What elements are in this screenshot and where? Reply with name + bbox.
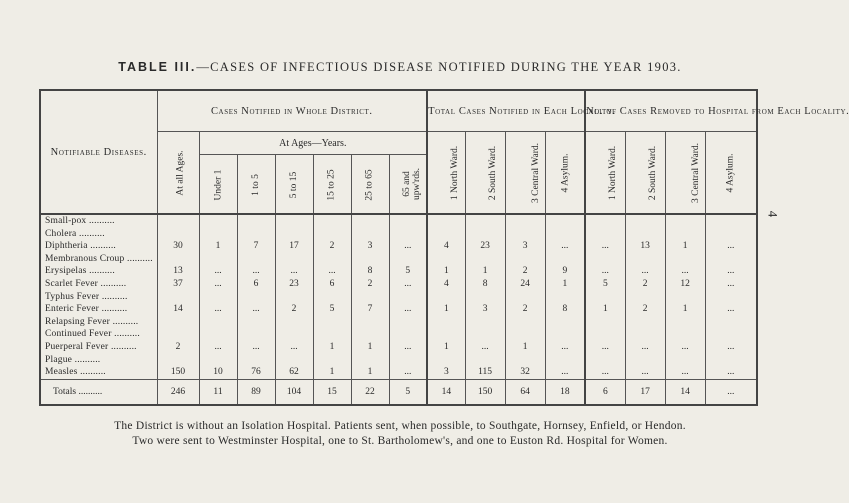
table-cell: ... [389, 366, 427, 379]
table-cell [427, 228, 465, 241]
table-cell: ... [585, 265, 625, 278]
table-cell: 1 [585, 303, 625, 316]
table-cell [665, 291, 705, 304]
table-cell [389, 228, 427, 241]
table-cell [351, 291, 389, 304]
total-cell: 246 [157, 379, 199, 405]
table-cell: 2 [351, 278, 389, 291]
table-cell [275, 214, 313, 228]
table-cell [585, 328, 625, 341]
table-cell: 2 [313, 240, 351, 253]
header-locality-3: 3 Central Ward. [530, 142, 541, 204]
header-age-15to25-cell [313, 155, 351, 215]
header-age-under1: Under 1 [213, 169, 223, 200]
table-row [40, 291, 757, 304]
table-cell: ... [585, 341, 625, 354]
table-cell: 7 [237, 240, 275, 253]
table-cell [545, 316, 585, 329]
table-cell [313, 316, 351, 329]
table-cell: 4 [427, 240, 465, 253]
table-cell: 32 [505, 366, 545, 379]
header-hospital-1-cell [585, 132, 625, 215]
table-cell: ... [625, 366, 665, 379]
table-cell [351, 228, 389, 241]
table-cell [427, 291, 465, 304]
table-cell: ... [625, 341, 665, 354]
table-cell [275, 354, 313, 367]
table-cell: 1 [465, 265, 505, 278]
header-hospital-4-cell [705, 132, 757, 215]
table-cell: ... [665, 341, 705, 354]
table-cell: ... [705, 366, 757, 379]
table-cell: 13 [625, 240, 665, 253]
table-cell [505, 291, 545, 304]
table-cell: 1 [199, 240, 237, 253]
total-cell: 5 [389, 379, 427, 405]
table-cell [199, 328, 237, 341]
table-cell [585, 228, 625, 241]
table-cell [199, 354, 237, 367]
table-cell [199, 316, 237, 329]
table-cell [705, 214, 757, 228]
table-cell [625, 316, 665, 329]
header-locality-1-cell [427, 132, 465, 215]
table-cell [505, 228, 545, 241]
header-age-65up: 65 and upw'rds. [401, 167, 422, 201]
table-cell: ... [389, 341, 427, 354]
table-cell: 6 [313, 278, 351, 291]
table-cell [427, 328, 465, 341]
table-cell [665, 354, 705, 367]
table-cell [545, 228, 585, 241]
table-cell: 2 [157, 341, 199, 354]
table-cell [545, 214, 585, 228]
table-cell: 1 [351, 341, 389, 354]
table-cell [313, 354, 351, 367]
table-cell: 8 [465, 278, 505, 291]
table-cell [157, 316, 199, 329]
table-cell [313, 291, 351, 304]
table-cell: 14 [157, 303, 199, 316]
table-cell: 62 [275, 366, 313, 379]
table-cell [505, 253, 545, 266]
table-cell [625, 328, 665, 341]
table-cell: 76 [237, 366, 275, 379]
table-cell [157, 214, 199, 228]
header-locality-1: 1 North Ward. [450, 145, 461, 201]
table-cell: 3 [465, 303, 505, 316]
table-cell [465, 328, 505, 341]
disease-name: Cholera .......... [40, 228, 157, 241]
table-cell [237, 354, 275, 367]
table-cell [157, 228, 199, 241]
total-cell: 18 [545, 379, 585, 405]
table-title-text: —CASES OF INFECTIOUS DISEASE NOTIFIED DURING THE YEAR 1903. [196, 60, 682, 74]
table-cell: ... [705, 341, 757, 354]
table-cell [237, 316, 275, 329]
table-cell: ... [389, 240, 427, 253]
table-cell [313, 253, 351, 266]
total-cell: 22 [351, 379, 389, 405]
table-row [40, 278, 757, 291]
table-cell [625, 354, 665, 367]
table-cell: ... [545, 366, 585, 379]
table-cell [199, 214, 237, 228]
table-row [40, 366, 757, 379]
table-cell [389, 328, 427, 341]
table-cell [585, 354, 625, 367]
header-locality-4-cell [545, 132, 585, 215]
table-cell: 7 [351, 303, 389, 316]
table-cell [625, 291, 665, 304]
table-cell: 1 [665, 240, 705, 253]
table-cell [237, 328, 275, 341]
table-cell: 23 [275, 278, 313, 291]
table-cell: 1 [505, 341, 545, 354]
disease-name: Diphtheria .......... [40, 240, 157, 253]
table-cell: 23 [465, 240, 505, 253]
table-cell [427, 316, 465, 329]
table-cell: 1 [427, 265, 465, 278]
table-cell: ... [585, 240, 625, 253]
table-cell: 1 [313, 341, 351, 354]
total-cell: ... [705, 379, 757, 405]
table-cell [505, 316, 545, 329]
table-cell: 2 [275, 303, 313, 316]
table-cell [665, 214, 705, 228]
header-locality-2: 2 South Ward. [487, 145, 498, 201]
table-cell [585, 253, 625, 266]
table-row [40, 253, 757, 266]
table-cell [665, 253, 705, 266]
totals-label: Totals .......... [40, 379, 157, 405]
table-cell [427, 253, 465, 266]
table-cell: 3 [505, 240, 545, 253]
table-cell: 4 [427, 278, 465, 291]
table-cell: 2 [505, 265, 545, 278]
table-cell [389, 354, 427, 367]
total-cell: 6 [585, 379, 625, 405]
table-cell: ... [275, 265, 313, 278]
table-cell: ... [237, 341, 275, 354]
header-all-ages: At all Ages. [175, 150, 186, 196]
table-cell: 6 [237, 278, 275, 291]
table-cell: ... [705, 265, 757, 278]
table-cell: 5 [313, 303, 351, 316]
header-age-15to25: 15 to 25 [326, 168, 337, 201]
table-cell: ... [237, 303, 275, 316]
table-cell [665, 228, 705, 241]
table-cell [465, 228, 505, 241]
total-cell: 104 [275, 379, 313, 405]
table-cell [625, 253, 665, 266]
table-cell [665, 328, 705, 341]
table-cell: ... [585, 366, 625, 379]
table-cell: ... [199, 265, 237, 278]
table-row [40, 214, 757, 228]
table-cell [157, 328, 199, 341]
table-cell: 1 [665, 303, 705, 316]
table-cell [275, 291, 313, 304]
table-cell: 150 [157, 366, 199, 379]
table-cell [585, 291, 625, 304]
table-cell: ... [237, 265, 275, 278]
table-cell [465, 214, 505, 228]
table-row [40, 341, 757, 354]
table-cell [505, 354, 545, 367]
header-age-1to5: 1 to 5 [250, 173, 261, 196]
disease-name: Scarlet Fever .......... [40, 278, 157, 291]
table-cell [389, 291, 427, 304]
table-cell [389, 316, 427, 329]
table-cell [389, 214, 427, 228]
table-cell [545, 354, 585, 367]
table-cell [465, 316, 505, 329]
table-cell: 1 [427, 341, 465, 354]
table-cell: ... [665, 265, 705, 278]
header-locality-3-cell [505, 132, 545, 215]
table-cell: 24 [505, 278, 545, 291]
header-hospital-3: 3 Central Ward. [690, 142, 701, 204]
table-cell [275, 228, 313, 241]
table-cell: ... [705, 240, 757, 253]
table-cell: 3 [351, 240, 389, 253]
table-cell [275, 316, 313, 329]
header-total-locality: Total Cases Notified in Each Locality. [427, 90, 585, 132]
table-cell: 8 [351, 265, 389, 278]
footnote-line-2: Two were sent to Westminster Hospital, one to St. Bartholomew's, and one to Euston Rd. Hospital for Women. [132, 435, 668, 447]
total-cell: 14 [665, 379, 705, 405]
disease-name: Measles .......... [40, 366, 157, 379]
header-hospital-2-cell [625, 132, 665, 215]
table-cell [585, 214, 625, 228]
header-age-under1-cell [199, 155, 237, 215]
table-cell: 1 [427, 303, 465, 316]
table-cell [505, 328, 545, 341]
disease-name: Membranous Croup .......... [40, 253, 157, 266]
disease-name: Erysipelas .......... [40, 265, 157, 278]
table-cell: ... [465, 341, 505, 354]
totals-row [40, 379, 757, 405]
table-cell [351, 328, 389, 341]
table-cell: ... [389, 278, 427, 291]
table-cell: 37 [157, 278, 199, 291]
table-cell: 115 [465, 366, 505, 379]
header-locality-4: 4 Asylum. [560, 153, 571, 193]
table-cell [705, 316, 757, 329]
table-cell: 2 [625, 303, 665, 316]
table-cell: ... [199, 303, 237, 316]
table-cell [351, 253, 389, 266]
table-cell [237, 228, 275, 241]
table-title [0, 60, 800, 75]
footnote-line-1: The District is without an Isolation Hospital. Patients sent, when possible, to Southgate, Hornsey, Enfield, or Hendon. [114, 420, 686, 432]
table-cell: 17 [275, 240, 313, 253]
table-row [40, 240, 757, 253]
table-cell [313, 228, 351, 241]
table-cell: 5 [389, 265, 427, 278]
table-cell [237, 291, 275, 304]
table-cell [705, 228, 757, 241]
table-cell [199, 291, 237, 304]
header-locality-2-cell [465, 132, 505, 215]
table-cell [275, 328, 313, 341]
table-cell [157, 291, 199, 304]
disease-name: Typhus Fever .......... [40, 291, 157, 304]
table-cell: 2 [625, 278, 665, 291]
table-cell [313, 328, 351, 341]
disease-name: Puerperal Fever .......... [40, 341, 157, 354]
header-removed-hospital: No. of Cases Removed to Hospital from Each Locality. [585, 90, 757, 132]
header-whole-district: Cases Notified in Whole District. [157, 90, 427, 132]
disease-name: Enteric Fever .......... [40, 303, 157, 316]
header-age-1to5-cell [237, 155, 275, 215]
table-cell [465, 354, 505, 367]
table-cell: ... [313, 265, 351, 278]
table-cell: ... [705, 278, 757, 291]
table-body [40, 214, 757, 379]
infectious-disease-table [39, 89, 849, 406]
total-cell: 64 [505, 379, 545, 405]
table-cell [625, 228, 665, 241]
table-cell: 1 [545, 278, 585, 291]
header-hospital-3-cell [665, 132, 705, 215]
table-cell: ... [199, 278, 237, 291]
table-cell: ... [665, 366, 705, 379]
header-age-25to65-cell [351, 155, 389, 215]
table-cell [157, 354, 199, 367]
table-cell: 1 [351, 366, 389, 379]
table-cell: 13 [157, 265, 199, 278]
header-age-5to15: 5 to 15 [288, 171, 299, 198]
total-cell: 150 [465, 379, 505, 405]
header-age-25to65: 25 to 65 [364, 168, 375, 201]
table-cell: 30 [157, 240, 199, 253]
table-cell [351, 214, 389, 228]
header-age-5to15-cell [275, 155, 313, 215]
disease-name: Continued Fever .......... [40, 328, 157, 341]
table-cell [157, 253, 199, 266]
table-cell [199, 253, 237, 266]
page-number: 4 [765, 210, 781, 218]
table-cell [705, 354, 757, 367]
table-cell: 5 [585, 278, 625, 291]
table-row [40, 303, 757, 316]
table-row [40, 328, 757, 341]
header-hospital-1: 1 North Ward. [608, 145, 619, 201]
table-cell [427, 354, 465, 367]
table-cell [465, 253, 505, 266]
table-cell: 8 [545, 303, 585, 316]
table-cell [705, 291, 757, 304]
table-cell [625, 214, 665, 228]
header-hospital-2: 2 South Ward. [647, 145, 658, 201]
table-cell: ... [625, 265, 665, 278]
total-cell: 11 [199, 379, 237, 405]
header-at-ages: At Ages—Years. [199, 132, 427, 155]
table-cell [351, 316, 389, 329]
table-cell [389, 253, 427, 266]
table-cell: ... [705, 303, 757, 316]
table-cell [465, 291, 505, 304]
table-cell [313, 214, 351, 228]
table-cell [665, 316, 705, 329]
header-all-ages-cell [157, 132, 199, 215]
table-row [40, 228, 757, 241]
table-cell [585, 316, 625, 329]
table-row [40, 265, 757, 278]
table-cell: ... [199, 341, 237, 354]
table-cell [237, 214, 275, 228]
disease-name: Relapsing Fever .......... [40, 316, 157, 329]
total-cell: 17 [625, 379, 665, 405]
table-row [40, 316, 757, 329]
table-cell [427, 214, 465, 228]
table-cell: ... [545, 240, 585, 253]
header-notifiable-diseases: Notifiable Diseases. [40, 90, 157, 214]
table-cell [275, 253, 313, 266]
total-cell: 89 [237, 379, 275, 405]
table-cell: 12 [665, 278, 705, 291]
table-cell [545, 328, 585, 341]
table-row [40, 354, 757, 367]
table-cell [351, 354, 389, 367]
table-cell: ... [275, 341, 313, 354]
table-cell: 10 [199, 366, 237, 379]
total-cell: 15 [313, 379, 351, 405]
table-cell [545, 291, 585, 304]
table-cell: 3 [427, 366, 465, 379]
disease-name: Plague .......... [40, 354, 157, 367]
table-number: TABLE III. [118, 60, 197, 74]
table-cell: 9 [545, 265, 585, 278]
table-cell [505, 214, 545, 228]
table-cell [705, 253, 757, 266]
table-cell: ... [545, 341, 585, 354]
total-cell: 14 [427, 379, 465, 405]
header-age-65up-cell [389, 155, 427, 215]
disease-name: Small-pox .......... [40, 214, 157, 228]
table-cell [545, 253, 585, 266]
table-cell [705, 328, 757, 341]
table-cell [237, 253, 275, 266]
table-cell [199, 228, 237, 241]
table-cell: 1 [313, 366, 351, 379]
table-cell: 2 [505, 303, 545, 316]
header-hospital-4: 4 Asylum. [725, 153, 736, 193]
table-cell: ... [389, 303, 427, 316]
